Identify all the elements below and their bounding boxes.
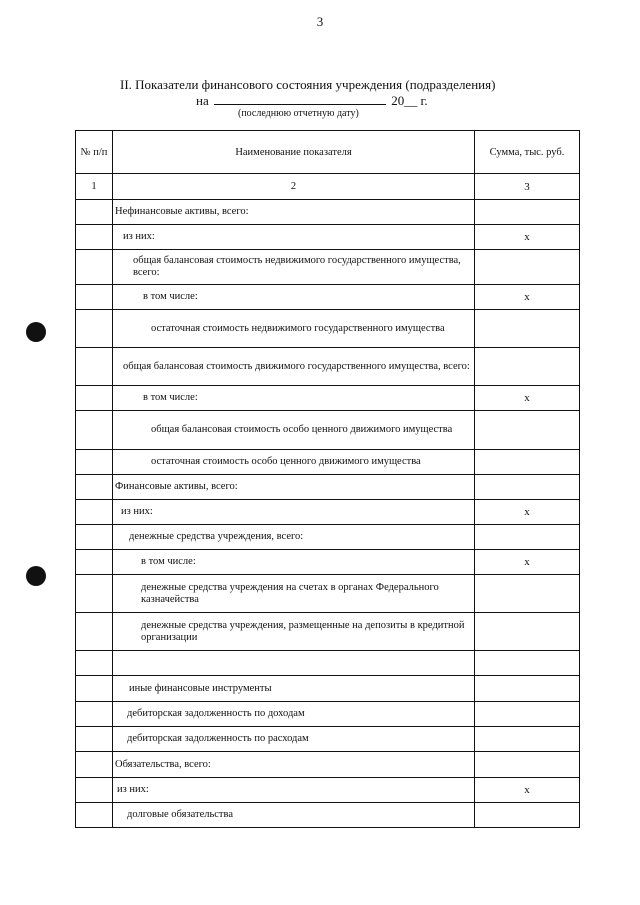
row-number-cell: [76, 651, 113, 676]
indicator-name-cell: денежные средства учреждения на счетах в органах Федерального казначейства: [113, 575, 475, 613]
row-number-cell: [76, 310, 113, 348]
indicator-name-cell: Обязательства, всего:: [113, 752, 475, 778]
row-number-cell: [76, 250, 113, 285]
indicator-sum-cell: [475, 475, 580, 500]
indicator-sum-cell: [475, 525, 580, 550]
indicator-name-cell: [113, 651, 475, 676]
table-row: [76, 525, 580, 550]
punch-hole: [26, 322, 46, 342]
row-number-cell: [76, 386, 113, 411]
indicator-name-cell: общая балансовая стоимость особо ценного движимого имущества: [113, 411, 475, 450]
row-number-cell: [76, 411, 113, 450]
indicator-sum-cell: x: [475, 225, 580, 250]
date-blank-field: [214, 93, 386, 105]
table-row: [76, 727, 580, 752]
indicator-name-cell: Финансовые активы, всего:: [113, 475, 475, 500]
indicator-sum-cell: [475, 450, 580, 475]
column-header-name: Наименование показателя: [113, 131, 475, 174]
page-number: 3: [316, 14, 324, 29]
column-index-2: 2: [113, 174, 475, 200]
column-index-3: 3: [475, 174, 580, 200]
date-suffix: 20__ г.: [391, 93, 428, 108]
table-row: [76, 613, 580, 651]
row-number-cell: [76, 500, 113, 525]
indicator-name-cell: из них:: [113, 225, 475, 250]
section-title: II. Показатели финансового состояния учреждения (подразделения): [120, 77, 496, 92]
punch-hole: [26, 566, 46, 586]
row-number-cell: [76, 803, 113, 828]
indicator-sum-cell: x: [475, 550, 580, 575]
table-row: [76, 702, 580, 727]
indicator-name-cell: общая балансовая стоимость недвижимого государственного имущества, всего:: [113, 250, 475, 285]
row-number-cell: [76, 200, 113, 225]
column-index-row: [76, 174, 580, 200]
column-index-1: 1: [76, 174, 113, 200]
table-row: [76, 803, 580, 828]
indicator-sum-cell: [475, 348, 580, 386]
indicator-sum-cell: [475, 411, 580, 450]
table-row: [76, 450, 580, 475]
indicator-name-cell: остаточная стоимость недвижимого государственного имущества: [113, 310, 475, 348]
indicator-sum-cell: [475, 613, 580, 651]
row-number-cell: [76, 525, 113, 550]
table-row: [76, 285, 580, 310]
indicator-sum-cell: x: [475, 386, 580, 411]
indicator-name-cell: денежные средства учреждения, всего:: [113, 525, 475, 550]
table-row: [76, 778, 580, 803]
indicator-name-cell: иные финансовые инструменты: [113, 676, 475, 702]
table-header-row: [76, 131, 580, 174]
row-number-cell: [76, 613, 113, 651]
indicator-sum-cell: [475, 727, 580, 752]
indicator-name-cell: дебиторская задолженность по расходам: [113, 727, 475, 752]
table-row: [76, 752, 580, 778]
indicator-sum-cell: [475, 310, 580, 348]
indicator-sum-cell: [475, 575, 580, 613]
table-row: [76, 411, 580, 450]
indicator-sum-cell: [475, 250, 580, 285]
table-row: [76, 225, 580, 250]
column-header-number: № п/п: [76, 131, 113, 174]
table-row: [76, 550, 580, 575]
table-row: [76, 575, 580, 613]
indicator-sum-cell: x: [475, 778, 580, 803]
table-row: [76, 348, 580, 386]
row-number-cell: [76, 676, 113, 702]
indicator-name-cell: общая балансовая стоимость движимого государственного имущества, всего:: [113, 348, 475, 386]
row-number-cell: [76, 702, 113, 727]
table-body: [76, 200, 580, 828]
indicator-name-cell: в том числе:: [113, 386, 475, 411]
indicator-sum-cell: [475, 651, 580, 676]
financial-indicators-table: [75, 130, 580, 828]
indicator-name-cell: в том числе:: [113, 550, 475, 575]
date-note: (последнюю отчетную дату): [238, 108, 359, 119]
row-number-cell: [76, 778, 113, 803]
indicator-sum-cell: x: [475, 500, 580, 525]
indicator-name-cell: дебиторская задолженность по доходам: [113, 702, 475, 727]
indicator-sum-cell: [475, 752, 580, 778]
table-row: [76, 250, 580, 285]
indicator-sum-cell: x: [475, 285, 580, 310]
indicator-name-cell: остаточная стоимость особо ценного движимого имущества: [113, 450, 475, 475]
table-row: [76, 475, 580, 500]
row-number-cell: [76, 475, 113, 500]
table-row: [76, 500, 580, 525]
table-row: [76, 310, 580, 348]
indicator-name-cell: Нефинансовые активы, всего:: [113, 200, 475, 225]
table-row: [76, 386, 580, 411]
row-number-cell: [76, 225, 113, 250]
indicator-name-cell: из них:: [113, 500, 475, 525]
indicator-sum-cell: [475, 676, 580, 702]
row-number-cell: [76, 450, 113, 475]
column-header-sum: Сумма, тыс. руб.: [475, 131, 580, 174]
row-number-cell: [76, 550, 113, 575]
row-number-cell: [76, 752, 113, 778]
row-number-cell: [76, 348, 113, 386]
indicator-name-cell: долговые обязательства: [113, 803, 475, 828]
indicator-sum-cell: [475, 200, 580, 225]
indicator-name-cell: денежные средства учреждения, размещенные на депозиты в кредитной организации: [113, 613, 475, 651]
row-number-cell: [76, 285, 113, 310]
date-prefix: на: [196, 93, 209, 108]
table-row: [76, 676, 580, 702]
indicator-sum-cell: [475, 803, 580, 828]
report-date-line: [196, 93, 428, 109]
row-number-cell: [76, 575, 113, 613]
row-number-cell: [76, 727, 113, 752]
indicator-name-cell: в том числе:: [113, 285, 475, 310]
indicator-sum-cell: [475, 702, 580, 727]
table-row: [76, 651, 580, 676]
table-row: [76, 200, 580, 225]
indicator-name-cell: из них:: [113, 778, 475, 803]
